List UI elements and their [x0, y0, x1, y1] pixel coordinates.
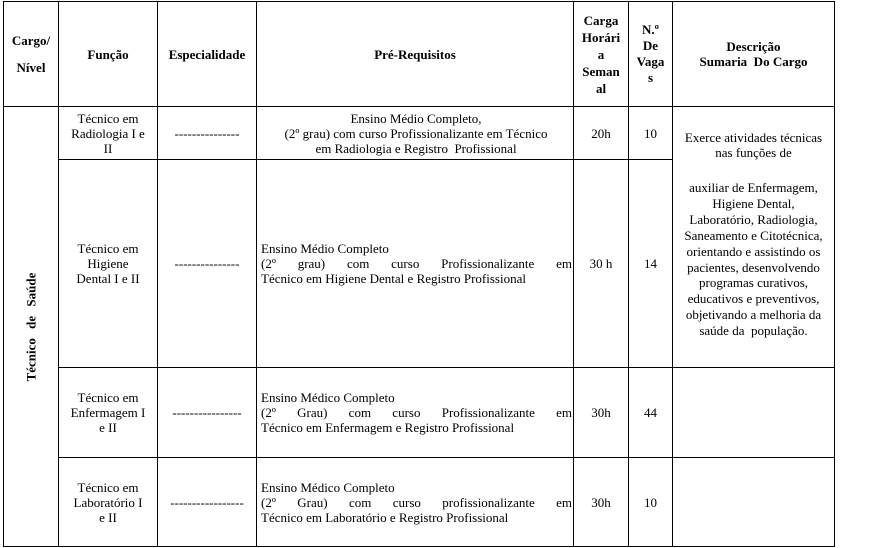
row-3-requisitos-line-3: Técnico em Enfermagem e Registro Profissional — [261, 420, 515, 435]
header-vagas-line-3: Vaga — [636, 54, 665, 69]
table-row-2-funcao — [59, 160, 157, 367]
table-row-4-especialidade — [158, 458, 256, 546]
header-carga-line-2: Horári — [581, 29, 621, 45]
table-row-1-vagas — [629, 107, 672, 159]
table-row-1-requisitos — [261, 107, 571, 159]
row-1-funcao-line-2: Radiologia I e — [71, 125, 145, 141]
header-pre-requisitos-label: Pré-Requisitos — [374, 46, 456, 62]
row-1-funcao-line-1: Técnico em — [77, 110, 139, 126]
row-2-requisitos-line-1: Ensino Médio Completo — [261, 241, 389, 256]
table-row-1-carga — [574, 107, 628, 159]
row-3-especialidade: ---------------- — [172, 405, 242, 420]
descricao-line-2: Higiene Dental, — [712, 195, 795, 211]
table-row-4-vagas — [629, 458, 672, 546]
descricao-intro-line-1: Exerce atividades técnicas — [684, 130, 823, 145]
row-1-vagas: 10 — [644, 125, 657, 141]
row-1-funcao-line-3: II — [103, 140, 113, 156]
row-4-requisitos-line-1: Ensino Médico Completo — [261, 479, 395, 495]
row-1-requisitos-line-2: (2º grau) com curso Profissionalizante em Técnico — [284, 125, 548, 141]
header-carga-line-5: al — [595, 80, 607, 96]
row-2-funcao-line-2: Higiene — [87, 256, 129, 271]
table-row-4-requisitos — [261, 458, 572, 546]
cargo-label: Técnico de Saúde — [23, 272, 39, 381]
descricao-line-4: Saneamento e Citotécnica, — [684, 227, 823, 243]
header-pre-requisitos — [257, 2, 573, 106]
descricao-intro — [673, 130, 834, 170]
descricao-intro-line-2: nas funções de — [715, 145, 792, 160]
descricao-line-8: educativos e preventivos, — [687, 291, 820, 307]
row-3-vagas: 44 — [644, 405, 657, 420]
header-nivel-line: Nível — [16, 60, 46, 75]
row-3-carga: 30h — [591, 405, 611, 420]
table-row-4-funcao — [59, 458, 157, 546]
table-row-1-funcao — [59, 107, 157, 159]
descricao-line-3: Laboratório, Radiologia, — [689, 211, 818, 227]
table-row-3-vagas — [629, 368, 672, 457]
row-3-requisitos-line-2: (2º Grau) com curso Profissionalizante em — [261, 405, 572, 420]
descricao-line-6: pacientes, desenvolvendo — [687, 259, 820, 275]
table-row-3-funcao — [59, 368, 157, 457]
header-funcao-label: Função — [87, 46, 129, 62]
table-row-4-carga — [574, 458, 628, 546]
row-1-carga: 20h — [591, 125, 611, 141]
descricao-body — [673, 180, 834, 345]
row-2-funcao-line-3: Dental I e II — [76, 271, 140, 286]
row-4-requisitos-line-2: (2º Grau) com curso profissionalizante em — [261, 494, 572, 510]
row-3-requisitos-line-1: Ensino Médico Completo — [261, 390, 395, 405]
row-4-funcao-line-1: Técnico em — [77, 479, 139, 495]
row-1-requisitos-line-1: Ensino Médio Completo, — [350, 110, 482, 126]
header-descricao-line-2: Sumaria Do Cargo — [699, 54, 808, 69]
header-carga-line-4: Seman — [582, 63, 620, 79]
header-funcao — [59, 2, 157, 106]
descricao-line-5: orientando e assistindo os — [686, 243, 821, 259]
table-row-2-vagas — [629, 160, 672, 367]
header-cargo-nivel — [4, 2, 58, 106]
row-2-vagas: 14 — [644, 256, 657, 271]
row-4-funcao-line-3: e II — [99, 509, 117, 525]
descricao-line-10: saúde da população. — [699, 323, 808, 339]
header-vagas — [629, 2, 672, 106]
table-row-2-carga — [574, 160, 628, 367]
header-carga-horaria — [574, 2, 628, 106]
table-row-3-carga — [574, 368, 628, 457]
row-2-requisitos-line-3: Técnico em Higiene Dental e Registro Profissional — [261, 271, 526, 286]
header-vagas-line-4: s — [647, 70, 654, 85]
header-carga-line-3: a — [597, 46, 605, 62]
descricao-line-9: objetivando a melhoria da — [685, 307, 822, 323]
header-cargo-line: Cargo/ — [11, 33, 51, 48]
row-1-especialidade: --------------- — [174, 125, 240, 141]
table-row-2-especialidade — [158, 160, 256, 367]
row-3-funcao-line-3: e II — [99, 420, 117, 435]
table-row-2-requisitos — [261, 160, 572, 367]
header-descricao-line-1: Descrição — [726, 39, 781, 54]
row-3-funcao-line-2: Enfermagem I — [70, 405, 146, 420]
header-especialidade — [158, 2, 256, 106]
cargo-label-cell — [6, 108, 56, 545]
table-row-3-especialidade — [158, 368, 256, 457]
row-2-especialidade: --------------- — [174, 256, 240, 271]
descricao-line-1: auxiliar de Enfermagem, — [689, 180, 818, 195]
row-2-funcao-line-1: Técnico em — [77, 241, 139, 256]
header-especialidade-label: Especialidade — [168, 46, 246, 62]
row-4-requisitos-line-3: Técnico em Laboratório e Registro Profissional — [261, 509, 509, 525]
row-2-carga: 30 h — [589, 256, 613, 271]
table-row-3-requisitos — [261, 368, 572, 457]
header-vagas-line-2: De — [642, 38, 659, 53]
header-descricao — [673, 2, 834, 106]
row-4-vagas: 10 — [644, 494, 657, 510]
row-4-funcao-line-2: Laboratório I — [73, 494, 143, 510]
row-2-requisitos-line-2: (2º grau) com curso Profissionalizante em — [261, 256, 572, 271]
table-row-1-especialidade — [158, 107, 256, 159]
descricao-line-7: programas curativos, — [698, 275, 809, 291]
row-1-requisitos-line-3: em Radiologia e Registro Profissional — [315, 140, 517, 156]
header-vagas-line-1: N.º — [642, 22, 659, 37]
row-4-especialidade: ----------------- — [170, 494, 244, 510]
header-carga-line-1: Carga — [583, 12, 619, 28]
row-3-funcao-line-1: Técnico em — [77, 390, 139, 405]
row-4-carga: 30h — [591, 494, 611, 510]
